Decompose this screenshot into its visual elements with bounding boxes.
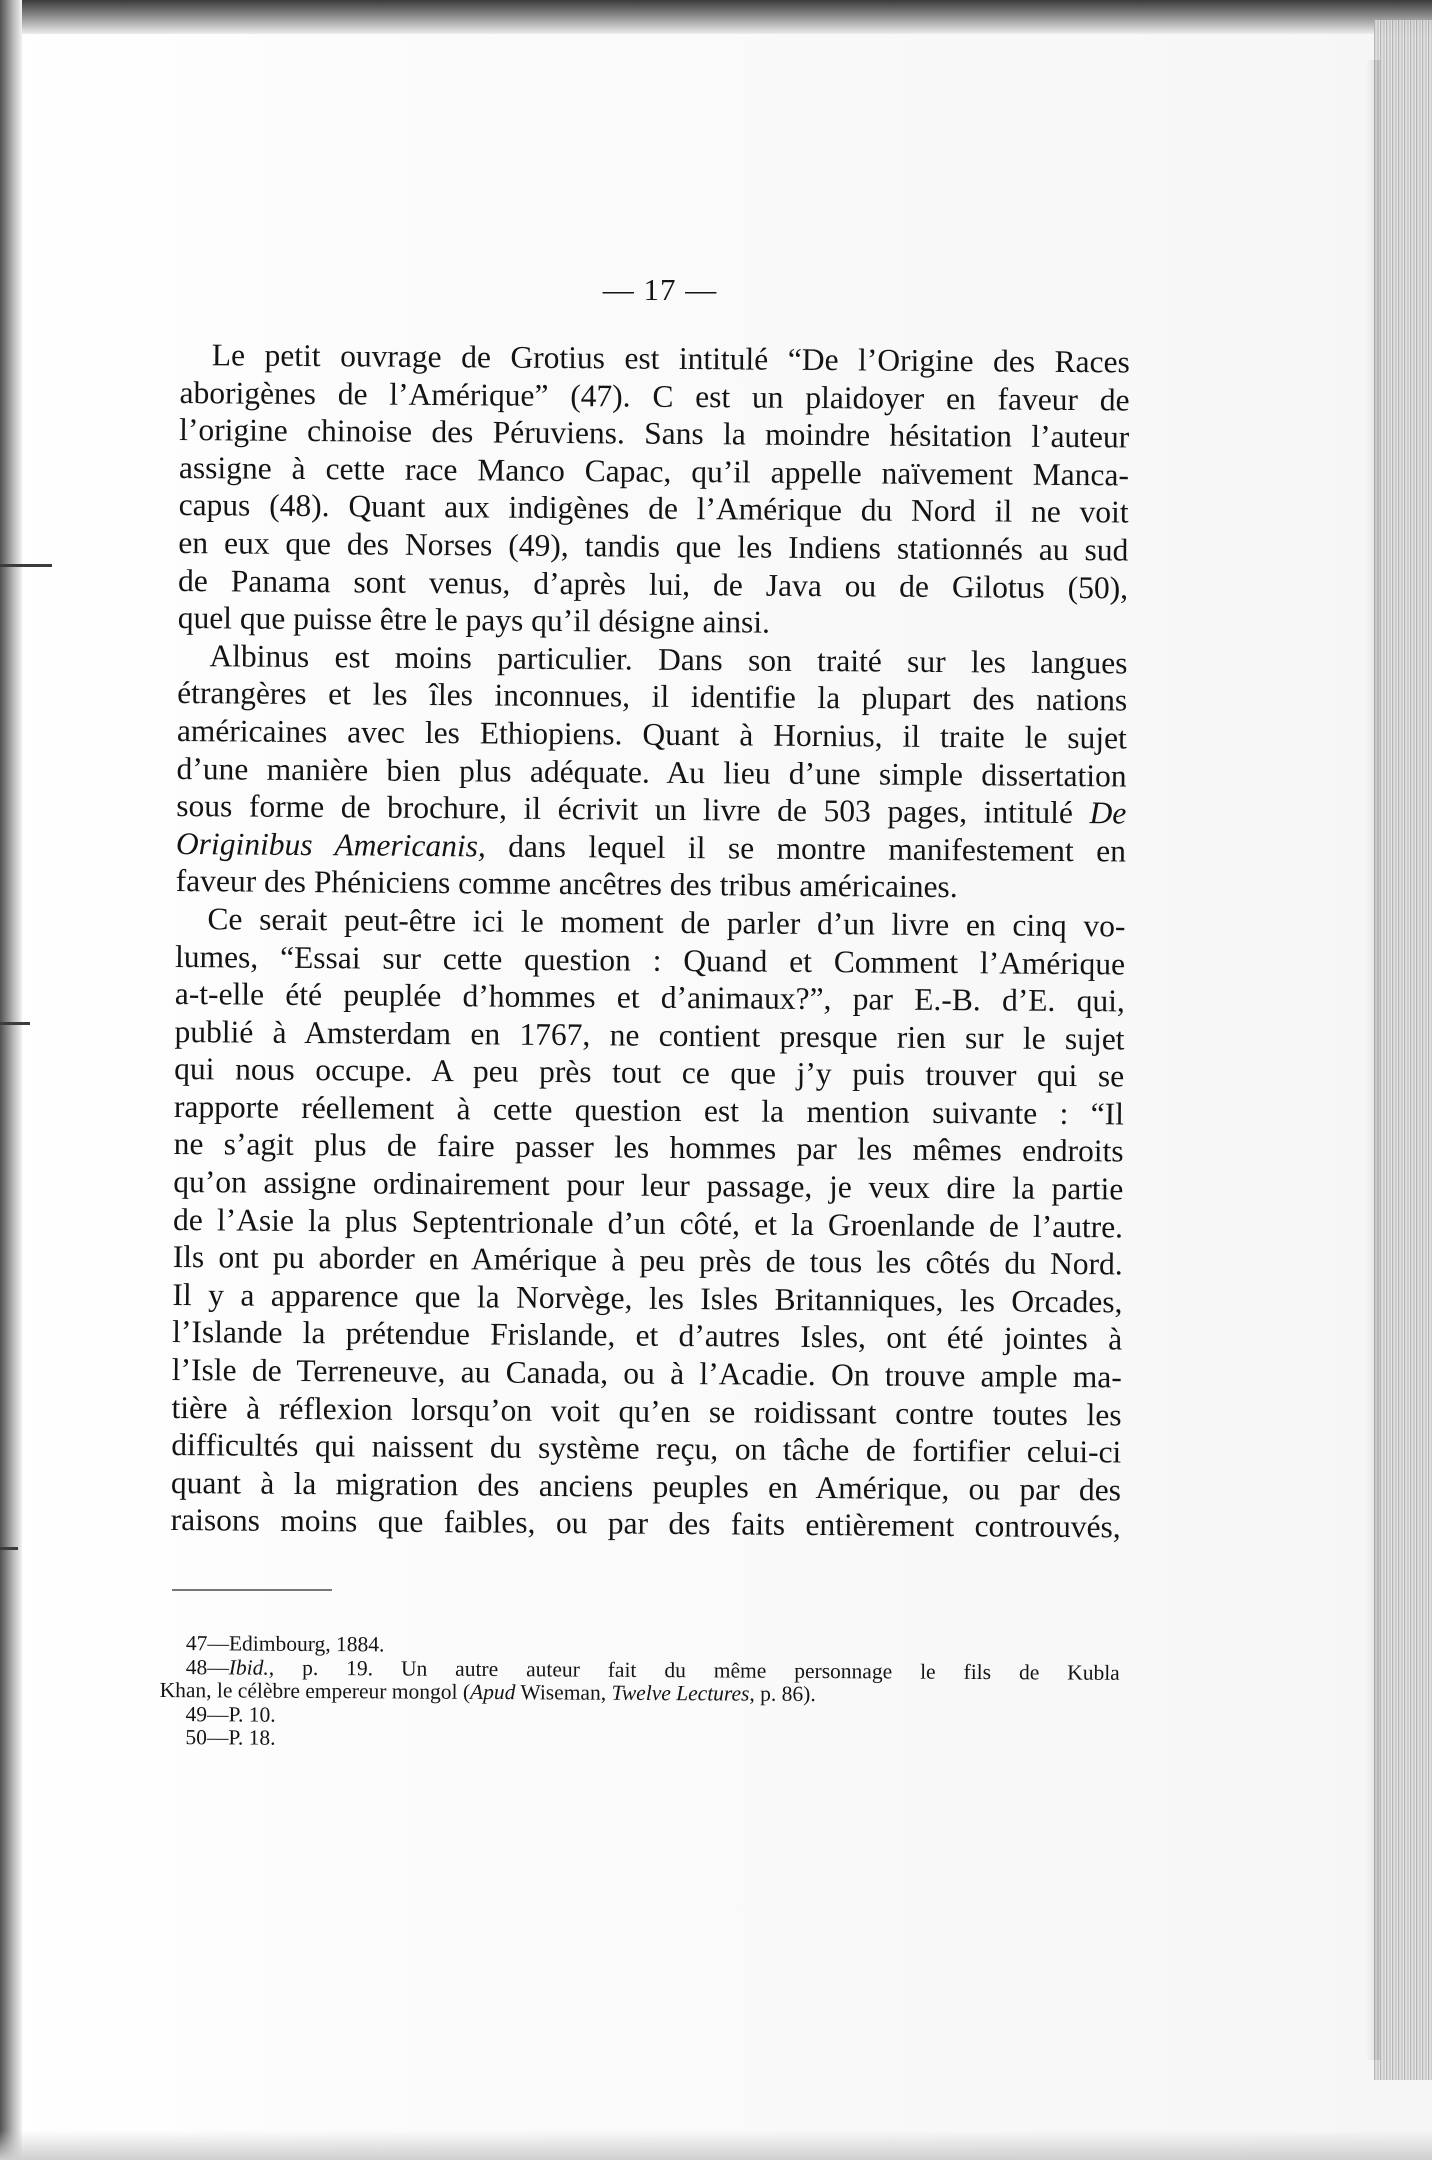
footnote-text: , p. 19. Un autre auteur fait du même personnage le fils de Kubla <box>268 1655 1120 1685</box>
text-line: rapporte réellement à cette question est la mention suivante : “Il <box>173 1088 1125 1132</box>
text-line: publié à Amsterdam en 1767, ne contient presque rien sur le sujet <box>174 1013 1125 1057</box>
italic-title-part: Originibus Americanis, <box>175 825 486 864</box>
paragraph-essai <box>171 900 1126 1547</box>
text-line: étrangères et les îles inconnues, il identifie la plupart des nations <box>177 675 1128 718</box>
footnote-rule <box>172 1589 332 1591</box>
text-line: Albinus est moins particulier. Dans son traité sur les langues <box>209 637 1128 681</box>
text-line: lumes, “Essai sur cette question : Quand et Comment l’Amérique <box>174 938 1126 981</box>
text-line: qui nous occupe. A peu près tout ce que j’y puis trouver qui se <box>174 1051 1125 1094</box>
text-line: tière à réflexion lorsqu’on voit qu’en se roidissant contre toutes les <box>171 1389 1122 1433</box>
footnote-text: Wiseman, <box>515 1680 612 1705</box>
footnote-47: 47—Edimbourg, 1884. <box>185 1631 385 1657</box>
text-line: quant à la migration des anciens peuples en Amérique, ou par des <box>170 1464 1122 1508</box>
text-line-part: dans lequel il se montre manifestement en <box>485 828 1127 869</box>
text-line: Il y a apparence que la Norvège, les Isles Britanniques, les Orcades, <box>172 1276 1123 1320</box>
text-line: l’Isle de Terreneuve, au Canada, ou à l’Acadie. On trouve ample ma- <box>171 1351 1122 1395</box>
text-line: Ce serait peut-être ici le moment de parler d’un livre en cinq vo- <box>207 901 1126 944</box>
text-line: qu’on assigne ordinairement pour leur passage, je veux dire la partie <box>173 1164 1124 1207</box>
text-line: Ils ont pu aborder en Amérique à peu près de tous les côtés du Nord. <box>172 1239 1123 1282</box>
page-number: — 17 — <box>602 272 718 307</box>
footnote-text: , p. 86). <box>749 1681 816 1707</box>
footnote-49: 49—P. 10. <box>185 1701 276 1727</box>
paragraph-grotius <box>178 336 1130 644</box>
footnote-number: 48— <box>185 1654 229 1679</box>
text-line: Le petit ouvrage de Grotius est intitulé “De l’Origine des Races <box>211 337 1130 380</box>
text-line: l’Islande la prétendue Frislande, et d’autres Isles, ont été jointes à <box>172 1314 1123 1357</box>
footnote-apud: Apud <box>469 1679 516 1705</box>
footnote-50: 50—P. 18. <box>185 1725 276 1750</box>
text-line: de l’Asie la plus Septentrionale d’un côté, et la Groenlande de l’autre. <box>172 1201 1124 1245</box>
text-line: capus (48). Quant aux indigènes de l’Amérique du Nord il ne voit <box>178 487 1129 530</box>
footnote-ibid: Ibid. <box>228 1654 269 1680</box>
text-line-part: sous forme de brochure, il écrivit un livre de 503 pages, intitulé <box>176 788 1074 831</box>
text-line: en eux que des Norses (49), tandis que les Indiens stationnés au sud <box>178 524 1129 568</box>
text-line: aborigènes de l’Amérique” (47). C est un plaidoyer en faveur de <box>179 374 1130 418</box>
text-line: ne s’agit plus de faire passer les hommes par les mêmes endroits <box>173 1126 1124 1169</box>
paragraph-albinus <box>176 637 1128 908</box>
text-line: d’une manière bien plus adéquate. Au lieu d’une simple dissertation <box>176 750 1127 793</box>
text-line: difficultés qui naissent du système reçu, on tâche de fortifier celui-ci <box>171 1427 1122 1470</box>
text-line: de Panama sont venus, d’après lui, de Java ou de Gilotus (50), <box>177 562 1129 606</box>
footnote-title: Twelve Lectures <box>611 1680 750 1706</box>
text-line: raisons moins que faibles, ou par des faits entièrement controuvés, <box>170 1502 1121 1545</box>
text-line: quel que puisse être le pays qu’il désigne ainsi. <box>177 600 771 640</box>
italic-title-part: De <box>1089 795 1127 831</box>
text-line: a-t-elle été peuplée d’hommes et d’animaux?”, par E.-B. d’E. qui, <box>174 976 1125 1019</box>
text-line: faveur des Phéniciens comme ancêtres des tribus américaines. <box>175 863 958 905</box>
text-line: l’origine chinoise des Péruviens. Sans la moindre hésitation l’auteur <box>179 412 1130 455</box>
text-line: américaines avec les Ethiopiens. Quant à Hornius, il traite le sujet <box>176 712 1128 756</box>
footnote-text: Khan, le célèbre empereur mongol ( <box>159 1677 471 1704</box>
body-text <box>171 336 1130 1546</box>
footnotes <box>159 1632 1120 1755</box>
text-line: assigne à cette race Manco Capac, qu’il appelle naïvement Manca- <box>178 449 1130 493</box>
